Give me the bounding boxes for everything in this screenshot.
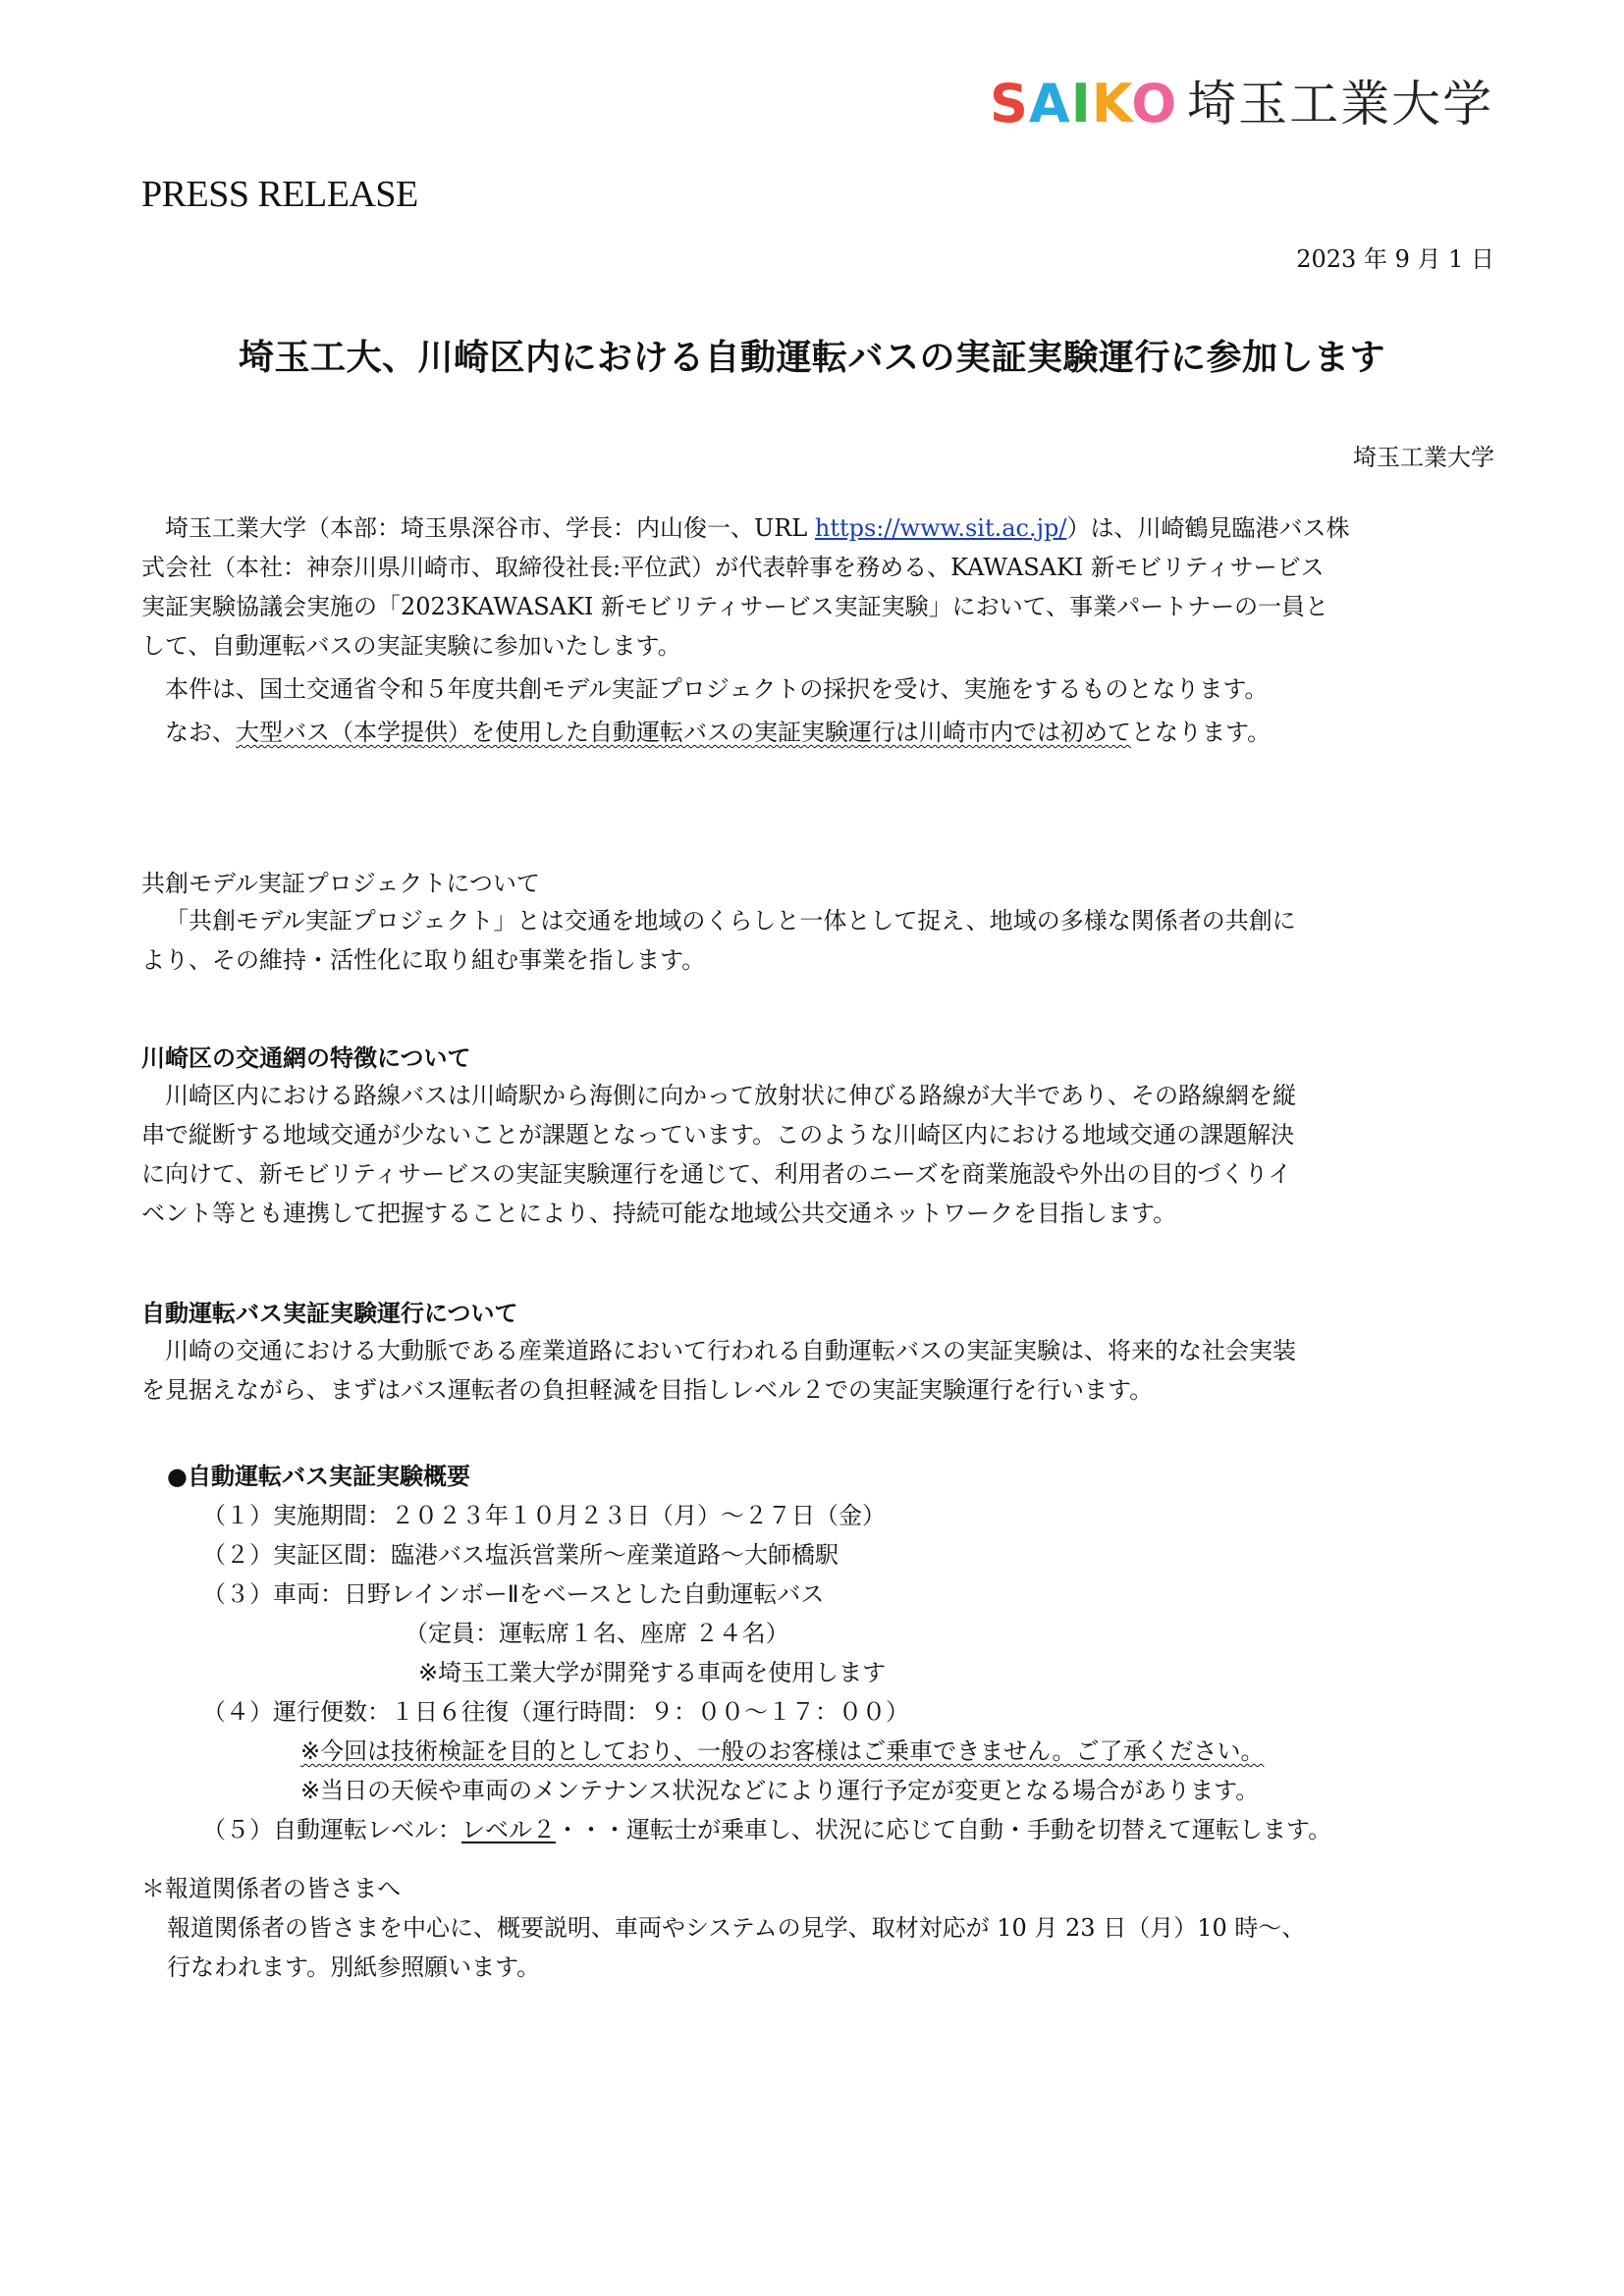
- press-release-label: PRESS RELEASE: [141, 174, 418, 215]
- list-item: （２）実証区間：臨港バス塩浜営業所～産業道路～大師橋駅: [202, 1541, 839, 1569]
- press-note-body: [167, 1908, 1492, 1987]
- text-line: 行なわれます。別紙参照願います。: [167, 1953, 541, 1981]
- university-logo: [990, 75, 1493, 133]
- text-line: 川崎区内における路線バスは川崎駅から海側に向かって放射状に伸びる路線が大半であり、その路線網を縦: [165, 1082, 1296, 1109]
- text-line: 「共創モデル実証プロジェクト」とは交通を地域のくらしと一体として捉え、地域の多様な関係者の共創に: [165, 907, 1296, 934]
- section-body: [141, 1076, 1498, 1233]
- text-line: 本件は、国土交通省令和５年度共創モデル実証プロジェクトの採択を受け、実施をするものとなります。: [165, 675, 1269, 703]
- press-note-heading: ＊報道関係者の皆さまへ: [141, 1875, 401, 1902]
- text-line: 実証実験協議会実施の「2023KAWASAKI 新モビリティサービス実証実験」において、事業パートナーの一員と: [141, 593, 1329, 620]
- logo-letter: O: [1131, 73, 1178, 134]
- text-segment: ）は、川崎鶴見臨港バス株: [1066, 514, 1350, 542]
- text-line: [141, 713, 1498, 752]
- text-line: して、自動運転バスの実証実験に参加いたします。: [141, 632, 681, 660]
- text-segment: 埼玉工業大学（本部：埼玉県深谷市、学長：内山俊一、URL: [165, 514, 815, 542]
- list-item: （４）運行便数：１日６往復（運行時間：９：００～１７：００）: [202, 1698, 909, 1726]
- intro-paragraph: [141, 508, 1498, 752]
- list-item: （３）車両：日野レインボーⅡをベースとした自動運転バス: [202, 1580, 825, 1608]
- section-heading: 共創モデル実証プロジェクトについて: [141, 870, 540, 897]
- emphasized-text: 大型バス（本学提供）を使用した自動運転バスの実証実験運行は川崎市内では初めて: [236, 719, 1131, 746]
- section-body: [141, 1331, 1498, 1410]
- text-line: を見据えながら、まずはバス運転者の負担軽減を目指しレベル２での実証実験運行を行います。: [141, 1376, 1154, 1404]
- text-line: に向けて、新モビリティサービスの実証実験運行を通じて、利用者のニーズを商業施設や外出の目的づくりイ: [141, 1160, 1292, 1188]
- section-body: [141, 901, 1498, 980]
- list-subitem: （定員：運転席１名、座席 ２４名）: [405, 1620, 789, 1647]
- text-line: 川崎の交通における大動脈である産業道路において行われる自動運転バスの実証実験は、将来的な社会実装: [165, 1337, 1296, 1364]
- automation-level: レベル２: [461, 1816, 556, 1843]
- text-line: 報道関係者の皆さまを中心に、概要説明、車両やシステムの見学、取材対応が 10 月 23 日（月）10 時～、: [167, 1914, 1306, 1942]
- issuing-organization: 埼玉工業大学: [1353, 444, 1494, 471]
- text-segment: ・・・運転士が乗車し、状況に応じて自動・手動を切替えて運転します。: [556, 1816, 1332, 1843]
- list-item: [202, 1810, 1331, 1849]
- text-line: ベント等とも連携して把握することにより、持続可能な地域公共交通ネットワークを目指します。: [141, 1200, 1177, 1227]
- text-segment: （５）自動運転レベル：: [202, 1816, 461, 1843]
- overview-list: [202, 1496, 1331, 1849]
- logo-letter: S: [990, 73, 1029, 134]
- release-date: 2023 年 9 月 1 日: [1296, 245, 1494, 273]
- document-title: 埼玉工大、川崎区内における自動運転バスの実証実験運行に参加します: [238, 338, 1385, 378]
- university-url-link[interactable]: https://www.sit.ac.jp/: [814, 514, 1067, 542]
- saiko-logo-mark: [990, 75, 1177, 133]
- text-segment: となります。: [1131, 719, 1272, 746]
- list-subitem: ※埼玉工業大学が開発する車両を使用します: [418, 1659, 887, 1686]
- list-note: ※今回は技術検証を目的としており、一般のお客様はご乗車できません。ご了承ください。: [300, 1737, 1265, 1765]
- text-line: 串で縦断する地域交通が少ないことが課題となっています。このような川崎区内における地域交通の課題解決: [141, 1121, 1295, 1148]
- logo-letter: K: [1091, 73, 1132, 134]
- text-line: より、その維持・活性化に取り組む事業を指します。: [141, 946, 706, 974]
- section-heading: 川崎区の交通網の特徴について: [141, 1044, 471, 1072]
- list-item: （１）実施期間：２０２３年１０月２３日（月）～２７日（金）: [202, 1502, 886, 1529]
- logo-letter: A: [1028, 73, 1071, 134]
- text-segment: なお、: [165, 719, 236, 746]
- logo-letter: I: [1070, 73, 1092, 134]
- list-note: ※当日の天候や車両のメンテナンス状況などにより運行予定が変更となる場合があります。: [300, 1777, 1260, 1804]
- overview-heading: ●自動運転バス実証実験概要: [167, 1463, 470, 1490]
- section-heading: 自動運転バス実証実験運行について: [141, 1300, 518, 1327]
- text-line: [141, 508, 1498, 548]
- logo-university-name: 埼玉工業大学: [1187, 76, 1494, 133]
- text-line: 式会社（本社：神奈川県川崎市、取締役社長:平位武）が代表幹事を務める、KAWASAKI 新モビリティサービス: [141, 554, 1325, 581]
